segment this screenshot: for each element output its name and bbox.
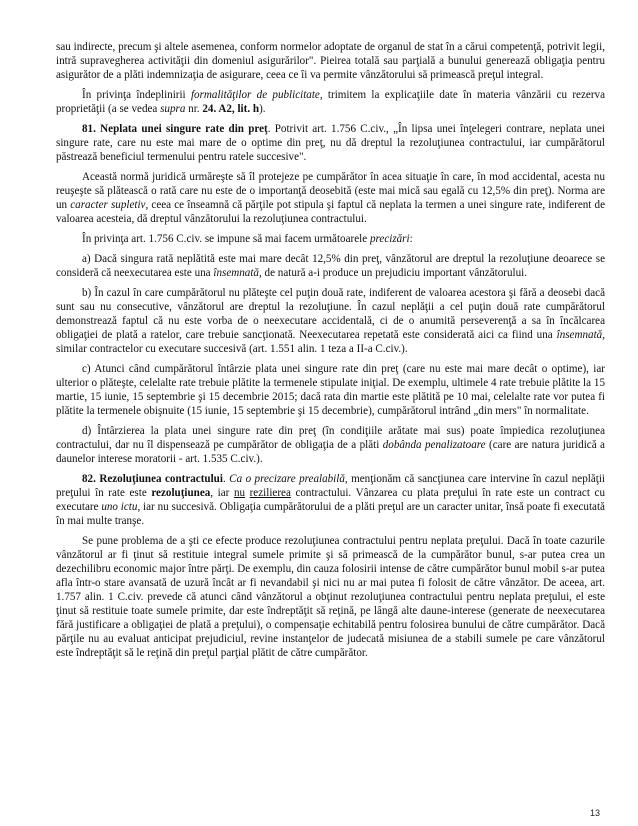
section-81-intro: 81. Neplata unei singure rate din preţ. Potrivit art. 1.756 C.civ., „În lipsa unei înţelegeri contrare, neplata unei singure rate, care nu este mai mare de o optime din preţ, nu dă dreptul la rezoluţiunea contractului, iar cumpărătorul păstrează beneficiul termenului pentru ratele succesive". bbox=[56, 123, 605, 163]
paragraph-clarifications: În privinţa art. 1.756 C.civ. se impune să mai facem următoarele precizări: bbox=[82, 233, 413, 245]
section-82-heading: 82. Rezoluţiunea contractului bbox=[82, 473, 223, 485]
paragraph-norm: Această normă juridică urmăreşte să îl protejeze pe cumpărător în acea situaţie în care, în mod accidental, acesta nu reuşeşte să plătească o rată care nu este de o importanţă deosebită (este mai mică sau egală cu 12,5% din preţ). Norma are un caracter supletiv, ceea ce înseamnă că părţile pot stipula şi faptul că neplata la termen a unei singure rate, indiferent de valoarea acesteia, dă dreptul vânzătorului la rezoluţiunea contractului. bbox=[56, 171, 605, 225]
paragraph-effects: Se pune problema de a şti ce efecte produce rezoluţiunea contractului pentru neplata preţului. Dacă în toate cazurile vânzătorul ar fi ţinut să restituie integral sumele primite şi să primească de la cumpărător bunul, s-ar putea crea un dezechilibru economic major între părţi. De exemplu, din cauza folosirii intense de către cumpărător bunul mobil s-ar putea afla într-o stare avansată de uzură încât ar fi nevandabil şi nici nu ar mai putea fi folosit de către vânzător. De aceea, art. 1.757 alin. 1 C.civ. prevede că atunci când vânzătorul a obţinut rezoluţiunea contractului pentru neplata preţului, el este ţinut să restituie toate sumele primite, dar este îndreptăţit să reţină, pe lângă alte daune-interese (generate de neexecutarea fără justificare a obligaţiei de plată a preţului), o compensaţie echitabilă pentru folosirea bunului de către cumpărător. Dacă părţile nu au evaluat anticipat prejudiciul, revine instanţelor de judecată misiunea de a stabili sumele pe care vânzătorul este îndreptăţit să le reţină din preţul parţial plătit de către cumpărător. bbox=[56, 535, 605, 659]
paragraph-continuation: sau indirecte, precum şi altele asemenea, conform normelor adoptate de organul de stat în a cărui competenţă, potrivit legii, intră supravegherea activităţii din domeniul asigurărilor". Pieirea totală sau parţială a bunului generează obligaţia pentru asigurător de a plăti indemnizaţia de asigurare, ceea ce îi va permite vânzătorului să primească preţul integral. bbox=[56, 41, 605, 81]
page-number: 13 bbox=[589, 808, 600, 818]
point-d: d) Întârzierea la plata unei singure rate din preţ (în condiţiile arătate mai sus) poate împiedica rezoluţiunea contractului, dar nu îl dispensează pe cumpărător de obligaţia de a plăti dobânda penalizatoare (care are natura juridică a daunelor interese moratorii - art. 1.535 C.civ.). bbox=[56, 425, 605, 465]
document-body bbox=[56, 40, 605, 666]
point-a: a) Dacă singura rată neplătită este mai mare decât 12,5% din preţ, vânzătorul are dreptul la rezoluţiune deoarece se consideră că neexecutarea este una însemnată, de natură a-i produce un prejudiciu important vânzătorului. bbox=[56, 253, 605, 279]
paragraph-publicity: În privinţa îndeplinirii formalităţilor de publicitate, trimitem la explicaţiile date în materia vânzării cu rezerva proprietăţii (a se vedea supra nr. 24. A2, lit. h). bbox=[56, 89, 605, 115]
section-81-heading: 81. Neplata unei singure rate din preţ bbox=[82, 123, 268, 135]
point-c: c) Atunci când cumpărătorul întârzie plata unei singure rate din preţ (care nu este mai mare decât o optime), iar ulterior o plăteşte, celelalte rate trebuie plătite la termenele stipulate iniţial. De exemplu, ultimele 4 rate trebuie plătite la 15 martie, 15 iunie, 15 septembrie şi 15 decembrie 2015; dacă rata din martie este plătită pe 10 mai, celelalte rate vor putea fi plătite la termenele obişnuite (15 iunie, 15 septembrie şi 15 decembrie), cumpărătorul intrând „din mers" în normalitate. bbox=[56, 363, 605, 417]
point-b: b) În cazul în care cumpărătorul nu plăteşte cel puţin două rate, indiferent de valoarea acestora şi fără a deosebi dacă sunt sau nu consecutive, vânzătorul are dreptul la rezoluţiune. În cazul neplăţii a cel puţin două rate cumpărătorul demonstrează faptul că nu este vorba de o neexecutare accidentală, ci de o anumită perseverenţă a sa în încălcarea obligaţiei de plată a ratelor, care trebuie sancţionată. Neexecutarea repetată este considerată aici ca fiind una însemnată, similar contractelor cu executare succesivă (art. 1.551 alin. 1 teza a II-a C.civ.). bbox=[56, 287, 605, 355]
section-82-intro: 82. Rezoluţiunea contractului. Ca o precizare prealabilă, menţionăm că sancţiunea care intervine în cazul neplăţii preţului în rate este rezoluţiunea, iar nu rezilierea contractului. Vânzarea cu plata preţului în rate este un contract cu executare uno ictu, iar nu succesivă. Obligaţia cumpărătorului de a plăti preţul are un caracter unitar, însă poate fi executată în mai multe tranşe. bbox=[56, 473, 606, 527]
